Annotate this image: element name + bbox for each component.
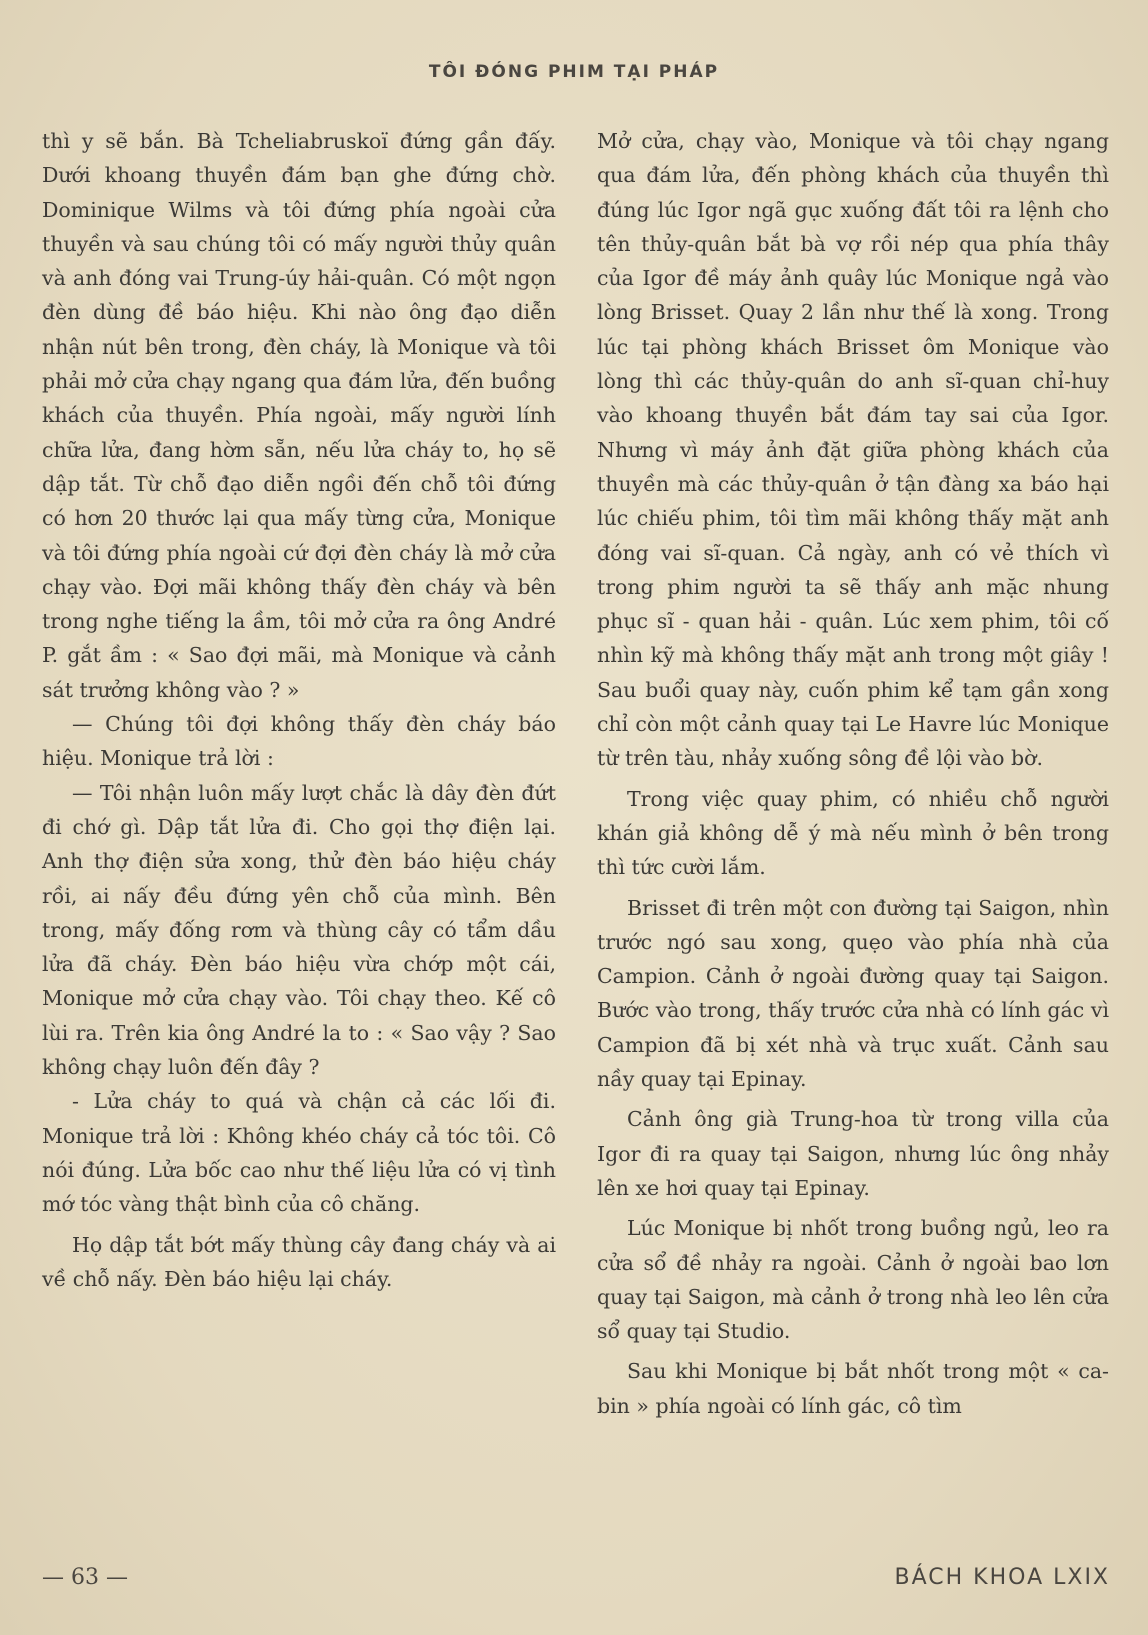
left-paragraph-3: — Tôi nhận luôn mấy lượt chắc là dây đèn đứt đi chớ gì. Dập tắt lửa đi. Cho gọi thợ điện lại. Anh thợ điện sửa xong, thử đèn báo hiệu cháy rồi, ai nấy đều đứng yên chỗ của mình. Bên trong, mấy đống rơm và thùng cây có tẩm dầu lửa đã cháy. Đèn báo hiệu vừa chớp một cái, Monique mở cửa chạy vào. Tôi chạy theo. Kế cô lùi ra. Trên kia ông André la to : « Sao vậy ? Sao không chạy luôn đến đây ? [42, 780, 556, 1080]
right-column [597, 124, 1109, 1423]
left-paragraph-5: Họ dập tắt bớt mấy thùng cây đang cháy và ai về chỗ nấy. Đèn báo hiệu lại cháy. [42, 1232, 556, 1291]
left-paragraph-2: — Chúng tôi đợi không thấy đèn cháy báo hiệu. Monique trả lời : [42, 712, 556, 771]
right-paragraph-2: Trong việc quay phim, có nhiều chỗ người khán giả không dễ ý mà nếu mình ở bên trong thì tức cười lắm. [597, 786, 1109, 880]
left-column [42, 124, 556, 1296]
right-paragraph-5: Lúc Monique bị nhốt trong buồng ngủ, leo ra cửa sổ đề nhảy ra ngoài. Cảnh ở ngoài bao lơn quay tại Saigon, mà cảnh ở trong nhà leo lên cửa sổ quay tại Studio. [597, 1216, 1109, 1344]
left-paragraph-1: thì y sẽ bắn. Bà Tcheliabruskoï đứng gần đấy. Dưới khoang thuyền đám bạn ghe đứng chờ. Dominique Wilms và tôi đứng phía ngoài cửa thuyền và sau chúng tôi có mấy người thủy quân và anh đóng vai Trung-úy hải-quân. Có một ngọn đèn dùng đề báo hiệu. Khi nào ông đạo diễn nhận nút bên trong, đèn cháy, là Monique và tôi phải mở cửa chạy ngang qua đám lửa, đến buồng khách của thuyền. Phía ngoài, mấy người lính chữa lửa, đang hờm sẵn, nếu lửa cháy to, họ sẽ dập tắt. Từ chỗ đạo diễn ngồi đến chỗ tôi đứng có hơn 20 thước lại qua mấy từng cửa, Monique và tôi đứng phía ngoài cứ đợi đèn cháy là mở cửa chạy vào. Đợi mãi không thấy đèn cháy và bên trong nghe tiếng la ầm, tôi mở cửa ra ông André P. gắt ầm : « Sao đợi mãi, mà Monique và cảnh sát trưởng không vào ? » [42, 129, 556, 702]
right-paragraph-1: Mở cửa, chạy vào, Monique và tôi chạy ngang qua đám lửa, đến phòng khách của thuyền thì đúng lúc Igor ngã gục xuống đất tôi ra lệnh cho tên thủy-quân bắt bà vợ rồi nép qua phía thây của Igor đề máy ảnh quây lúc Monique ngả vào lòng Brisset. Quay 2 lần như thế là xong. Trong lúc tại phòng khách Brisset ôm Monique vào lòng thì các thủy-quân do anh sĩ-quan chỉ-huy vào khoang thuyền bắt đám tay sai của Igor. Nhưng vì máy ảnh đặt giữa phòng khách của thuyền mà các thủy-quân ở tận đàng xa báo hại lúc chiếu phim, tôi tìm mãi không thấy mặt anh đóng vai sĩ-quan. Cả ngày, anh có vẻ thích vì trong phim người ta sẽ thấy anh mặc nhung phục sĩ - quan hải - quân. Lúc xem phim, tôi cố nhìn kỹ mà không thấy mặt anh trong một giây ! Sau buổi quay này, cuốn phim kể tạm gần xong chỉ còn một cảnh quay tại Le Havre lúc Monique từ trên tàu, nhảy xuống sông đề lội vào bờ. [597, 129, 1109, 771]
right-paragraph-4: Cảnh ông già Trung-hoa từ trong villa của Igor đi ra quay tại Saigon, nhưng lúc ông nhảy lên xe hơi quay tại Epinay. [597, 1107, 1109, 1200]
running-title: TÔI ĐÓNG PHIM TẠI PHÁP [428, 62, 720, 82]
right-paragraph-3: Brisset đi trên một con đường tại Saigon, nhìn trước ngó sau xong, quẹo vào phía nhà của Campion. Cảnh ở ngoài đường quay tại Saigon. Bước vào trong, thấy trước cửa nhà có lính gác vì Campion đã bị xét nhà và trục xuất. Cảnh sau nầy quay tại Epinay. [597, 895, 1109, 1092]
left-paragraph-4: - Lửa cháy to quá và chận cả các lối đi. Monique trả lời : Không khéo cháy cả tóc tôi. Cô nói đúng. Lửa bốc cao như thế liệu lửa có vị tình mớ tóc vàng thật bình của cô chăng. [42, 1089, 556, 1217]
page-number: — 63 — [42, 1565, 128, 1590]
publication-name: BÁCH KHOA LXIX [894, 1565, 1110, 1590]
right-paragraph-6: Sau khi Monique bị bắt nhốt trong một « ca-bin » phía ngoài có lính gác, cô tìm [597, 1359, 1109, 1418]
